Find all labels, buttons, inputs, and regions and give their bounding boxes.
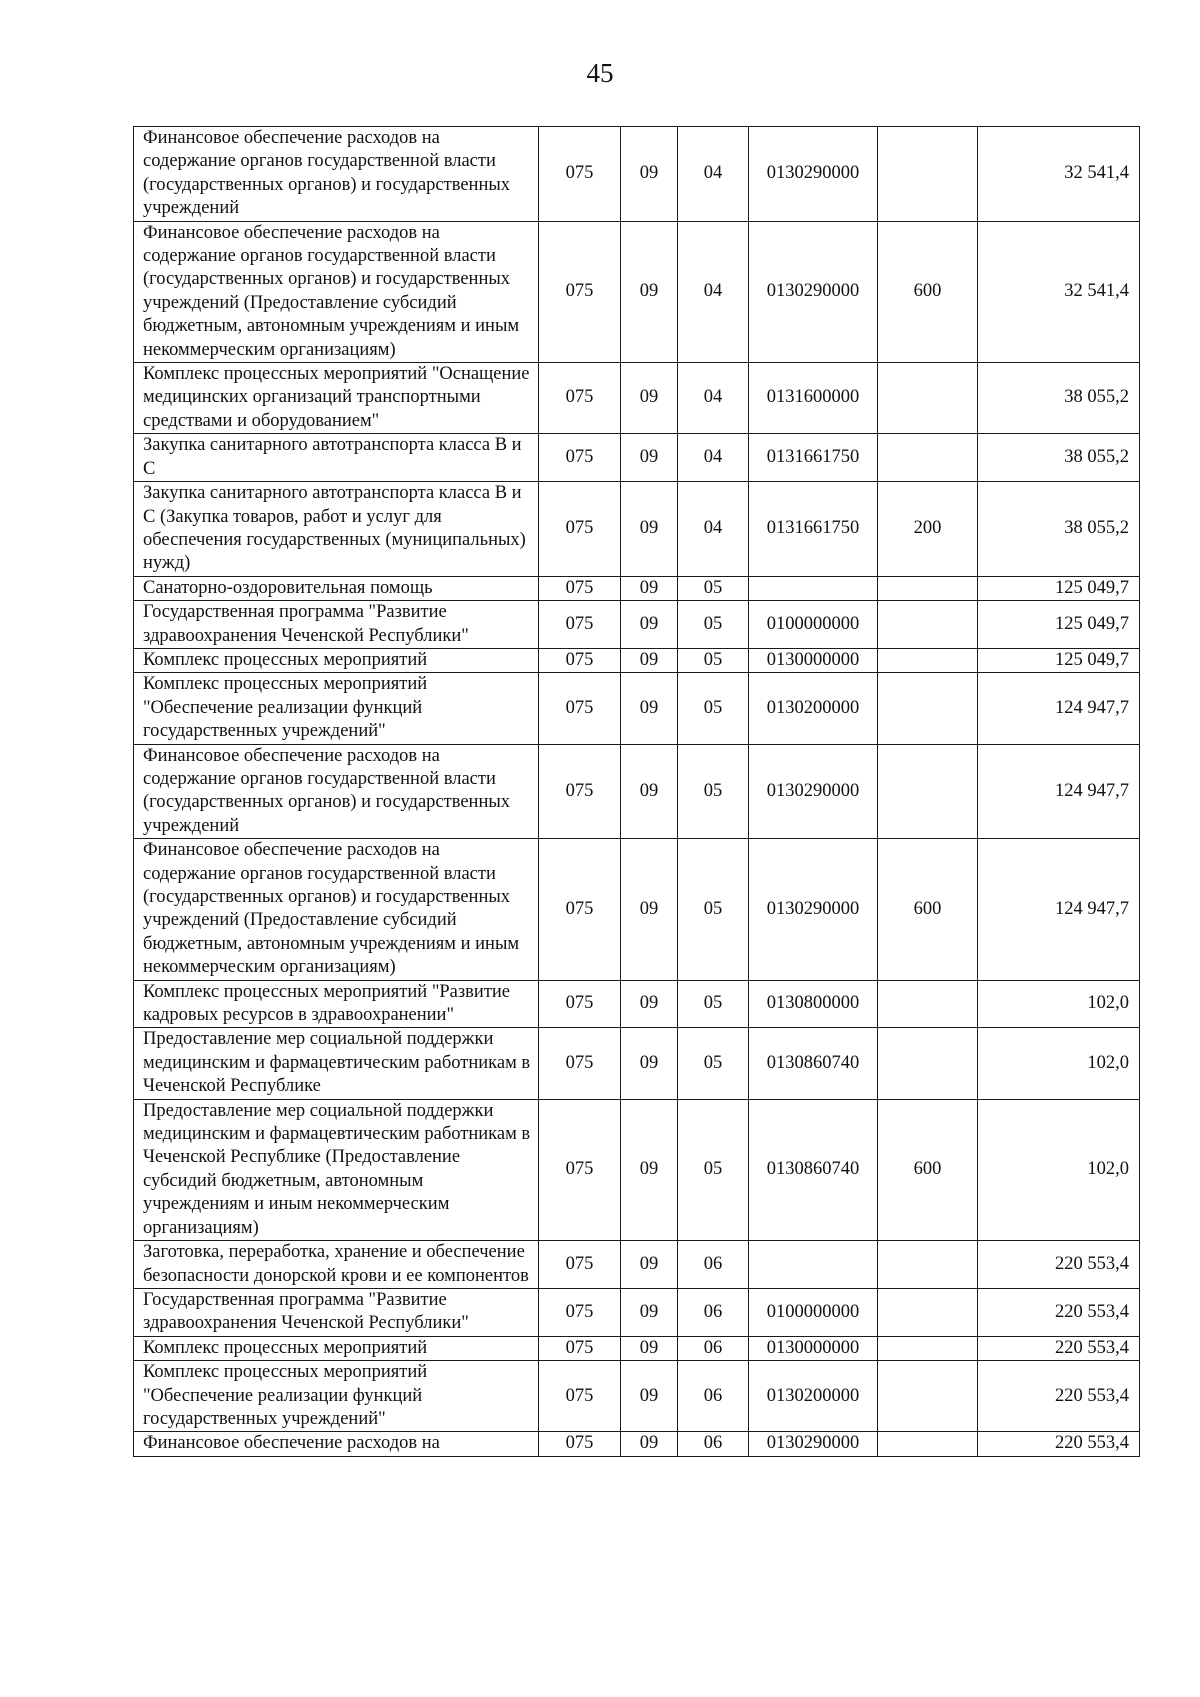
expense-type-cell: 200 — [878, 482, 978, 577]
subsection-code-cell: 05 — [678, 1099, 749, 1240]
subsection-code-cell: 06 — [678, 1336, 749, 1360]
description-cell: Государственная программа "Развитие здравоохранения Чеченской Республики" — [134, 601, 539, 649]
table-row — [134, 648, 1140, 672]
subsection-code-cell: 05 — [678, 576, 749, 600]
expense-type-cell — [878, 1361, 978, 1432]
budget-table — [133, 126, 1140, 1457]
expense-type-cell — [878, 127, 978, 222]
section-code-cell: 09 — [621, 576, 678, 600]
section-code-cell: 09 — [621, 673, 678, 744]
description-cell: Комплекс процессных мероприятий — [134, 1336, 539, 1360]
section-code-cell: 09 — [621, 1432, 678, 1456]
table-row — [134, 1336, 1140, 1360]
admin-code-cell: 075 — [539, 1028, 621, 1099]
table-body — [134, 127, 1140, 1457]
admin-code-cell: 075 — [539, 127, 621, 222]
amount-cell: 38 055,2 — [978, 434, 1140, 482]
subsection-code-cell: 05 — [678, 839, 749, 980]
target-article-cell: 0131600000 — [749, 363, 878, 434]
description-cell: Финансовое обеспечение расходов на содержание органов государственной власти (государственных органов) и государственных учреждений (Предоставление субсидий бюджетным, автономным учреждениям и иным некоммерческим организациям) — [134, 839, 539, 980]
description-cell: Комплекс процессных мероприятий "Оснащение медицинских организаций транспортными средствами и оборудованием" — [134, 363, 539, 434]
subsection-code-cell: 05 — [678, 980, 749, 1028]
subsection-code-cell: 05 — [678, 648, 749, 672]
expense-type-cell: 600 — [878, 839, 978, 980]
target-article-cell: 0130860740 — [749, 1028, 878, 1099]
description-cell: Комплекс процессных мероприятий "Обеспечение реализации функций государственных учреждений" — [134, 1361, 539, 1432]
expense-type-cell: 600 — [878, 221, 978, 362]
expense-type-cell — [878, 576, 978, 600]
table-row — [134, 363, 1140, 434]
expense-type-cell — [878, 980, 978, 1028]
description-cell: Санаторно-оздоровительная помощь — [134, 576, 539, 600]
section-code-cell: 09 — [621, 839, 678, 980]
table-row — [134, 127, 1140, 222]
section-code-cell: 09 — [621, 434, 678, 482]
section-code-cell: 09 — [621, 1028, 678, 1099]
subsection-code-cell: 06 — [678, 1288, 749, 1336]
amount-cell: 220 553,4 — [978, 1241, 1140, 1289]
expense-type-cell — [878, 648, 978, 672]
amount-cell: 220 553,4 — [978, 1361, 1140, 1432]
description-cell: Закупка санитарного автотранспорта класса В и С — [134, 434, 539, 482]
target-article-cell — [749, 1241, 878, 1289]
expense-type-cell — [878, 1028, 978, 1099]
section-code-cell: 09 — [621, 1099, 678, 1240]
section-code-cell: 09 — [621, 980, 678, 1028]
expense-type-cell — [878, 1241, 978, 1289]
table-row — [134, 1288, 1140, 1336]
subsection-code-cell: 04 — [678, 221, 749, 362]
section-code-cell: 09 — [621, 482, 678, 577]
amount-cell: 102,0 — [978, 1099, 1140, 1240]
admin-code-cell: 075 — [539, 363, 621, 434]
table-row — [134, 839, 1140, 980]
amount-cell: 124 947,7 — [978, 839, 1140, 980]
description-cell: Финансовое обеспечение расходов на содержание органов государственной власти (государственных органов) и государственных учреждений (Предоставление субсидий бюджетным, автономным учреждениям и иным некоммерческим организациям) — [134, 221, 539, 362]
table-row — [134, 1361, 1140, 1432]
section-code-cell: 09 — [621, 601, 678, 649]
amount-cell: 125 049,7 — [978, 576, 1140, 600]
admin-code-cell: 075 — [539, 980, 621, 1028]
table-row — [134, 744, 1140, 839]
admin-code-cell: 075 — [539, 648, 621, 672]
admin-code-cell: 075 — [539, 221, 621, 362]
table-row — [134, 221, 1140, 362]
amount-cell: 220 553,4 — [978, 1288, 1140, 1336]
target-article-cell: 0130200000 — [749, 673, 878, 744]
description-cell: Комплекс процессных мероприятий "Обеспечение реализации функций государственных учреждений" — [134, 673, 539, 744]
expense-type-cell — [878, 1336, 978, 1360]
admin-code-cell: 075 — [539, 601, 621, 649]
table-row — [134, 1241, 1140, 1289]
section-code-cell: 09 — [621, 744, 678, 839]
description-cell: Предоставление мер социальной поддержки медицинским и фармацевтическим работникам в Чеченской Республике (Предоставление субсидий бюджетным, автономным учреждениям и иным некоммерческим организациям) — [134, 1099, 539, 1240]
subsection-code-cell: 06 — [678, 1241, 749, 1289]
page-number: 45 — [586, 58, 614, 88]
admin-code-cell: 075 — [539, 1241, 621, 1289]
table-row — [134, 1028, 1140, 1099]
target-article-cell: 0130290000 — [749, 839, 878, 980]
admin-code-cell: 075 — [539, 1432, 621, 1456]
amount-cell: 220 553,4 — [978, 1432, 1140, 1456]
section-code-cell: 09 — [621, 221, 678, 362]
subsection-code-cell: 04 — [678, 363, 749, 434]
target-article-cell: 0130000000 — [749, 1336, 878, 1360]
amount-cell: 32 541,4 — [978, 221, 1140, 362]
description-cell: Заготовка, переработка, хранение и обеспечение безопасности донорской крови и ее компонентов — [134, 1241, 539, 1289]
expense-type-cell — [878, 1432, 978, 1456]
admin-code-cell: 075 — [539, 434, 621, 482]
table-row — [134, 576, 1140, 600]
amount-cell: 102,0 — [978, 1028, 1140, 1099]
admin-code-cell: 075 — [539, 1288, 621, 1336]
description-cell: Финансовое обеспечение расходов на содержание органов государственной власти (государственных органов) и государственных учреждений — [134, 744, 539, 839]
subsection-code-cell: 04 — [678, 127, 749, 222]
target-article-cell: 0100000000 — [749, 1288, 878, 1336]
section-code-cell: 09 — [621, 1361, 678, 1432]
expense-type-cell: 600 — [878, 1099, 978, 1240]
expense-type-cell — [878, 673, 978, 744]
admin-code-cell: 075 — [539, 673, 621, 744]
expense-type-cell — [878, 363, 978, 434]
section-code-cell: 09 — [621, 127, 678, 222]
target-article-cell: 0130290000 — [749, 127, 878, 222]
target-article-cell — [749, 576, 878, 600]
subsection-code-cell: 05 — [678, 744, 749, 839]
target-article-cell: 0130860740 — [749, 1099, 878, 1240]
table-row — [134, 980, 1140, 1028]
subsection-code-cell: 05 — [678, 1028, 749, 1099]
expense-type-cell — [878, 744, 978, 839]
description-cell: Предоставление мер социальной поддержки медицинским и фармацевтическим работникам в Чеченской Республике — [134, 1028, 539, 1099]
table-row — [134, 601, 1140, 649]
target-article-cell: 0130290000 — [749, 744, 878, 839]
target-article-cell: 0131661750 — [749, 482, 878, 577]
admin-code-cell: 075 — [539, 1336, 621, 1360]
admin-code-cell: 075 — [539, 576, 621, 600]
expense-type-cell — [878, 1288, 978, 1336]
description-cell: Комплекс процессных мероприятий — [134, 648, 539, 672]
subsection-code-cell: 06 — [678, 1361, 749, 1432]
admin-code-cell: 075 — [539, 1361, 621, 1432]
amount-cell: 124 947,7 — [978, 744, 1140, 839]
subsection-code-cell: 04 — [678, 482, 749, 577]
table-row — [134, 434, 1140, 482]
admin-code-cell: 075 — [539, 744, 621, 839]
target-article-cell: 0130290000 — [749, 1432, 878, 1456]
section-code-cell: 09 — [621, 363, 678, 434]
description-cell: Закупка санитарного автотранспорта класса В и С (Закупка товаров, работ и услуг для обеспечения государственных (муниципальных) нужд) — [134, 482, 539, 577]
description-cell: Финансовое обеспечение расходов на — [134, 1432, 539, 1456]
section-code-cell: 09 — [621, 1241, 678, 1289]
subsection-code-cell: 05 — [678, 601, 749, 649]
amount-cell: 38 055,2 — [978, 482, 1140, 577]
amount-cell: 102,0 — [978, 980, 1140, 1028]
expense-type-cell — [878, 601, 978, 649]
table-row — [134, 673, 1140, 744]
amount-cell: 124 947,7 — [978, 673, 1140, 744]
description-cell: Государственная программа "Развитие здравоохранения Чеченской Республики" — [134, 1288, 539, 1336]
admin-code-cell: 075 — [539, 839, 621, 980]
target-article-cell: 0130290000 — [749, 221, 878, 362]
description-cell: Финансовое обеспечение расходов на содержание органов государственной власти (государственных органов) и государственных учреждений — [134, 127, 539, 222]
section-code-cell: 09 — [621, 648, 678, 672]
table-row — [134, 1099, 1140, 1240]
amount-cell: 32 541,4 — [978, 127, 1140, 222]
target-article-cell: 0130800000 — [749, 980, 878, 1028]
section-code-cell: 09 — [621, 1288, 678, 1336]
subsection-code-cell: 04 — [678, 434, 749, 482]
expense-type-cell — [878, 434, 978, 482]
table-row — [134, 482, 1140, 577]
amount-cell: 38 055,2 — [978, 363, 1140, 434]
table-row — [134, 1432, 1140, 1456]
admin-code-cell: 075 — [539, 1099, 621, 1240]
target-article-cell: 0130000000 — [749, 648, 878, 672]
amount-cell: 220 553,4 — [978, 1336, 1140, 1360]
target-article-cell: 0100000000 — [749, 601, 878, 649]
target-article-cell: 0130200000 — [749, 1361, 878, 1432]
description-cell: Комплекс процессных мероприятий "Развитие кадровых ресурсов в здравоохранении" — [134, 980, 539, 1028]
admin-code-cell: 075 — [539, 482, 621, 577]
amount-cell: 125 049,7 — [978, 648, 1140, 672]
section-code-cell: 09 — [621, 1336, 678, 1360]
subsection-code-cell: 05 — [678, 673, 749, 744]
amount-cell: 125 049,7 — [978, 601, 1140, 649]
target-article-cell: 0131661750 — [749, 434, 878, 482]
subsection-code-cell: 06 — [678, 1432, 749, 1456]
